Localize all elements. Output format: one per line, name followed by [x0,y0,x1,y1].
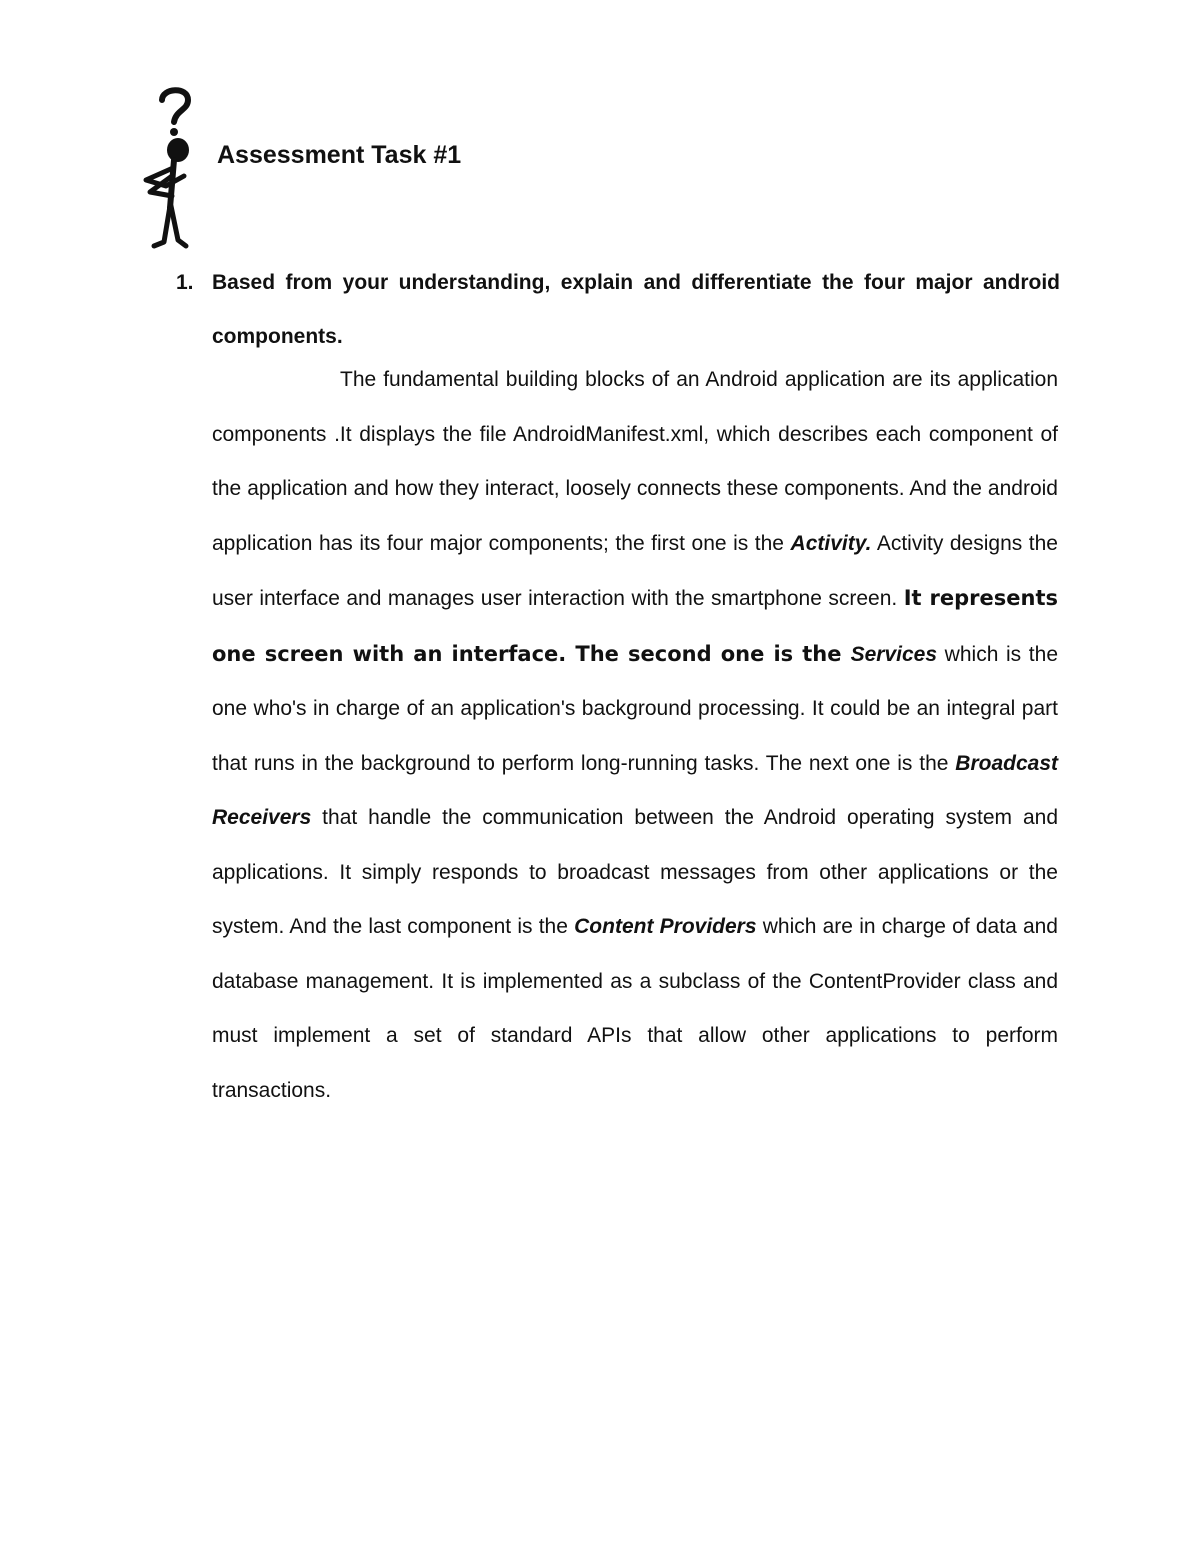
question-text: Based from your understanding, explain and differentiate the four major android components. [212,271,1060,348]
keyword-services: Services [850,642,938,666]
thinking-stick-figure-icon [136,80,204,258]
page-title: Assessment Task #1 [217,141,462,169]
answer-text: Activity designs the user interface and manages user interaction with the smartphone screen. [212,531,1058,610]
keyword-activity: Activity. [790,531,872,555]
answer-text: which are in charge of data and database management. It is implemented as a subclass of the ContentProvider class and must implement a set of standard APIs that allow other applications to perform transactions. [212,915,1058,1102]
emphasized-text: It represents one screen with an interface. The second one is the [212,586,1058,666]
answer-paragraph [212,353,1058,1118]
answer-text: that handle the communication between the Android operating system and applications. It simply responds to broadcast messages from other applications or the system. And the last component is the [212,806,1058,938]
question-item [176,256,1060,364]
answer-text: The fundamental building blocks of an Android application are its application components .It displays the file AndroidManifest.xml, which describes each component of the application and how they interact, loosely connects these components. And the android application has its four major components; the first one is the [212,368,1058,555]
answer-text: which is the one who's in charge of an application's background processing. It could be an integral part that runs in the background to perform long-running tasks. The next one is the [212,642,1058,775]
question-number: 1. [176,271,194,294]
keyword-content-providers: Content Providers [574,915,757,938]
keyword-broadcast-receivers: Broadcast Receivers [212,751,1058,829]
